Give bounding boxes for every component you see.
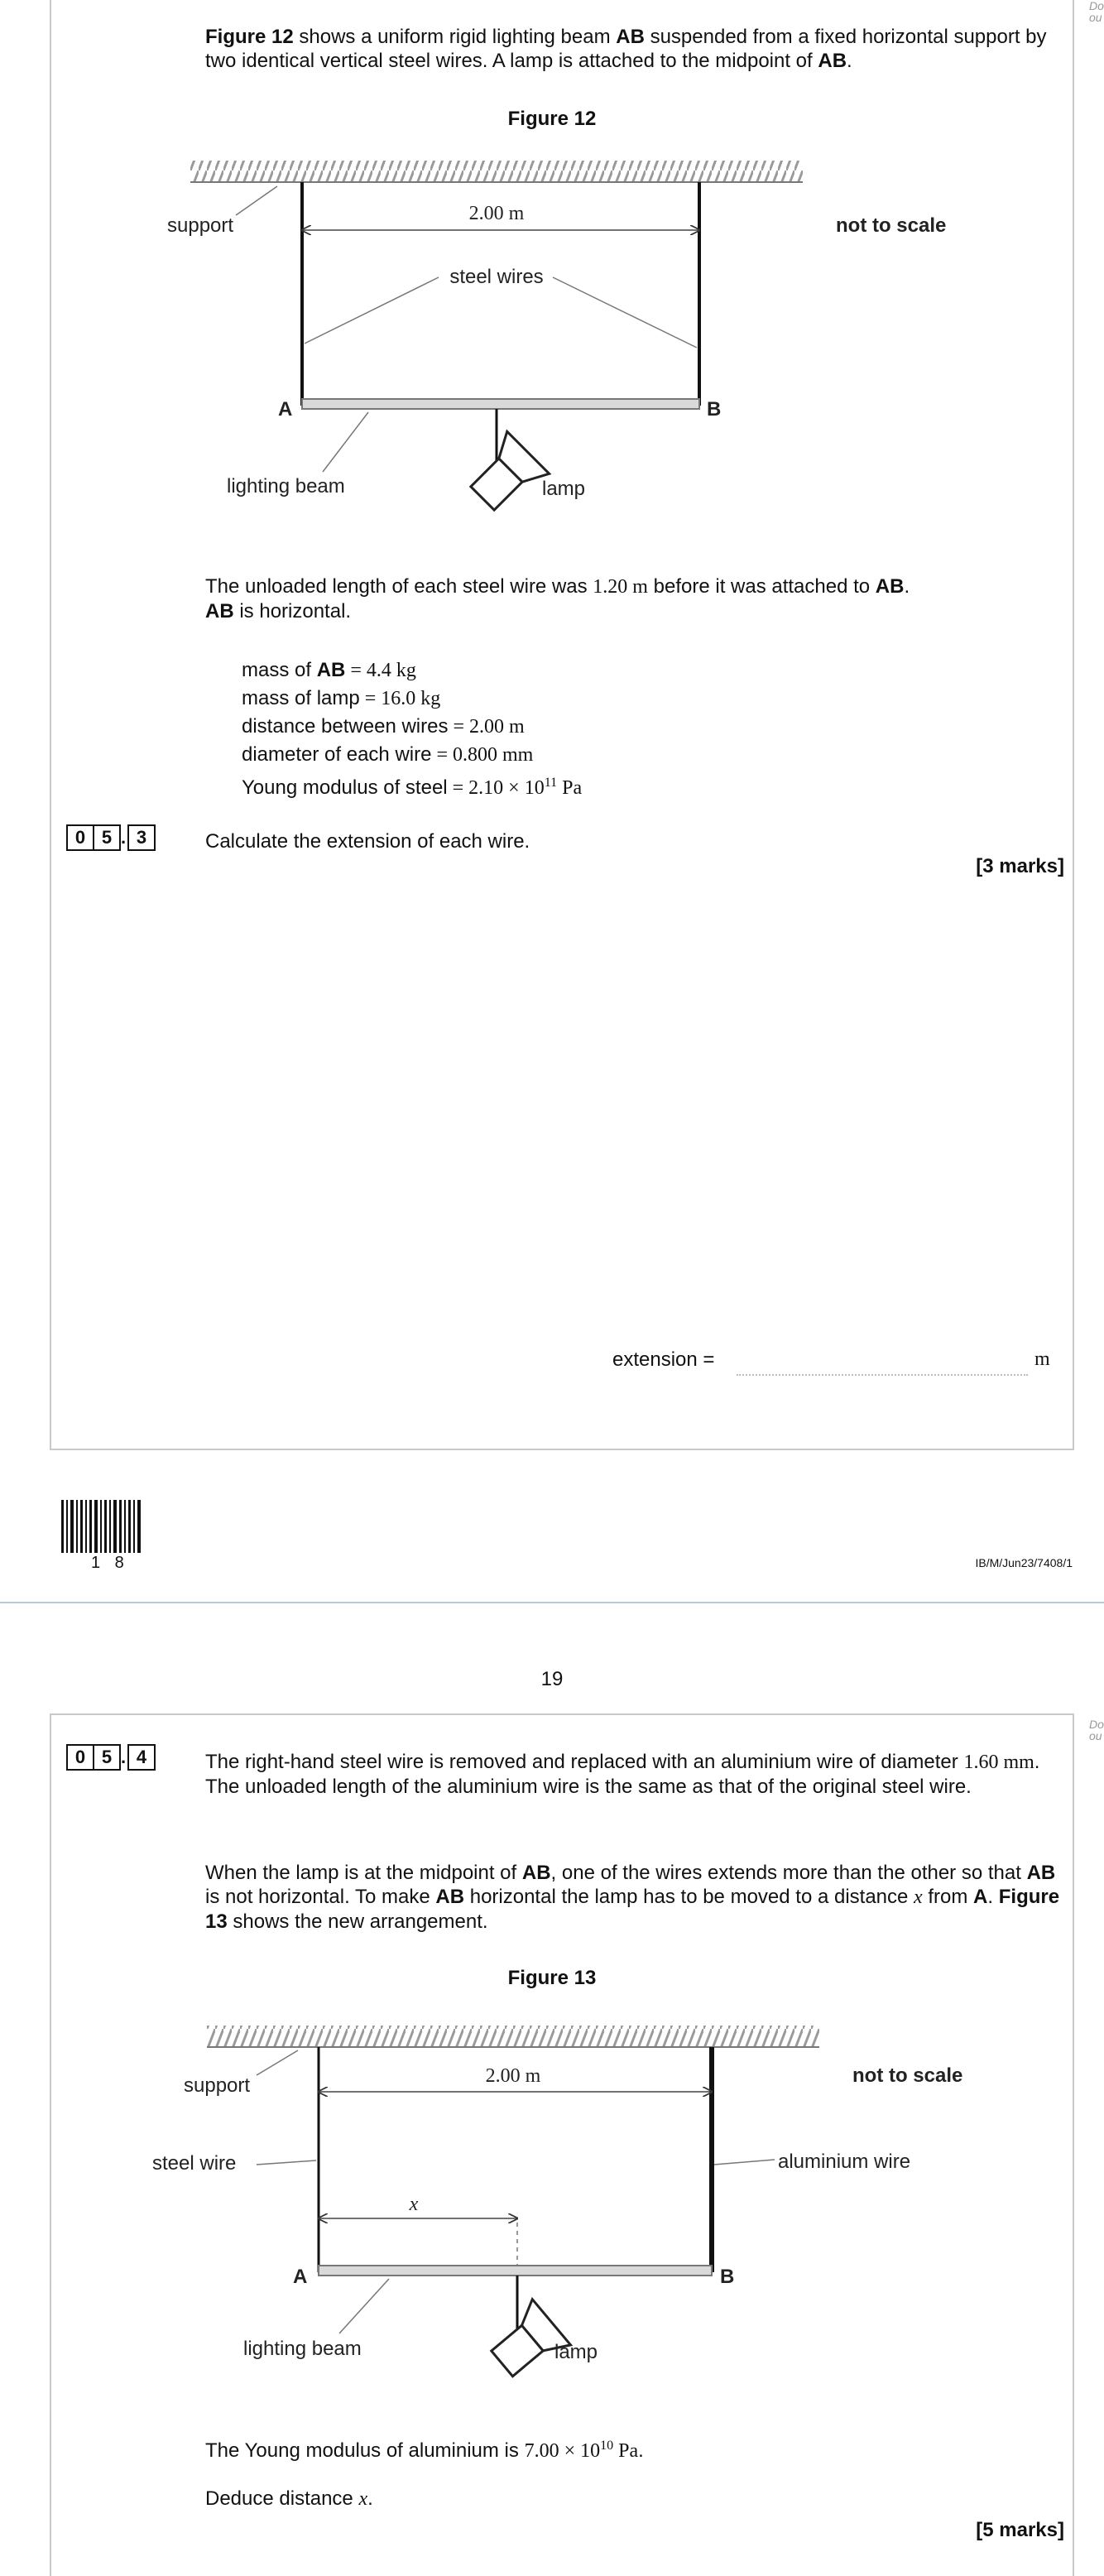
fig13-lamp-label: lamp [554, 2341, 598, 2363]
figure-13-diagram [141, 2007, 1001, 2413]
q053-unloaded-length: The unloaded length of each steel wire was 1.20 m before it was attached to AB. AB is horizontal. [205, 575, 910, 622]
q054-para2: When the lamp is at the midpoint of AB, one of the wires extends more than the other so that AB is not horizontal. To make AB horizontal the lamp has to be moved to a distance x from A. Figure 13 shows the new arrangement. [205, 1862, 1060, 1933]
fig13-lighting-beam-label: lighting beam [243, 2338, 362, 2360]
fig13-distance-label: 2.00 m [485, 2065, 541, 2087]
question-number-054: 0 5 . 4 [66, 1745, 154, 1770]
fig13-lighting-beam [319, 2266, 712, 2276]
extension-label: extension = [612, 1348, 715, 1371]
data-item-mass-ab: mass of AB = 4.4 kg [242, 659, 416, 681]
page-divider [0, 1602, 1104, 1603]
q054-deduce: Deduce distance x. [205, 2487, 373, 2510]
data-item-young-modulus: Young modulus of steel = $2.10 \times 10^{11}$ Pa [242, 776, 583, 799]
fig12-support-hatching [190, 161, 803, 182]
figure-13-title: Figure 13 [507, 1967, 597, 1989]
fig13-point-a: A [293, 2266, 308, 2288]
fig12-point-b: B [707, 398, 722, 421]
figure-12-diagram [157, 149, 985, 546]
question-number-053: 0 5 . 3 [66, 825, 154, 850]
data-item-mass-lamp: mass of lamp = 16.0 kg [242, 687, 441, 709]
q053-data-list [242, 656, 986, 802]
fig12-support-label: support [167, 214, 234, 237]
barcode-number: 1 8 [91, 1554, 129, 1572]
extension-answer-line[interactable] [737, 1374, 1028, 1376]
fig12-steel-wires-label: steel wires [449, 266, 544, 288]
data-item-distance: distance between wires = 2.00 m [242, 715, 525, 738]
fig12-lamp-label: lamp [542, 478, 586, 500]
fig12-lighting-beam-label: lighting beam [227, 475, 345, 497]
fig13-point-b: B [720, 2266, 735, 2288]
extension-unit: m [1034, 1348, 1050, 1370]
fig13-not-to-scale: not to scale [852, 2064, 963, 2087]
q054-young-modulus: The Young modulus of aluminium is $7.00 \times 10^{10}$ Pa. [205, 2439, 644, 2462]
fig12-not-to-scale: not to scale [836, 214, 947, 237]
fig13-aluminium-wire-label: aluminium wire [778, 2151, 911, 2173]
fig13-support-label: support [184, 2074, 251, 2097]
fig12-distance-label: 2.00 m [468, 203, 525, 224]
q053-question: Calculate the extension of each wire. [205, 830, 530, 853]
fig12-point-a: A [278, 398, 293, 421]
q054-marks: [5 marks] [976, 2519, 1064, 2541]
q053-marks: [3 marks] [976, 855, 1064, 877]
barcode [61, 1500, 143, 1553]
footer-code: IB/M/Jun23/7408/1 [975, 1556, 1073, 1569]
fig13-steel-wire-label: steel wire [152, 2152, 237, 2175]
fig12-lighting-beam [302, 399, 699, 409]
q053-intro: Figure 12 shows a uniform rigid lighting beam AB suspended from a fixed horizontal support by two identical vertical steel wires. A lamp is attached to the midpoint of AB. [205, 26, 1047, 72]
fig12-lamp [462, 431, 550, 519]
side-note-top: Do ou [1089, 0, 1104, 24]
fig13-support-hatching [207, 2026, 819, 2047]
fig13-x-label: x [409, 2194, 419, 2215]
figure-12-title: Figure 12 [507, 108, 597, 130]
q054-para1: The right-hand steel wire is removed and replaced with an aluminium wire of diameter 1.60 mm. The unloaded length of the aluminium wire is the same as that of the original steel wire. [205, 1751, 1040, 1798]
side-note-bottom: Do ou [1089, 1718, 1104, 1742]
data-item-diameter: diameter of each wire = 0.800 mm [242, 743, 534, 766]
page-number: 19 [540, 1668, 564, 1690]
